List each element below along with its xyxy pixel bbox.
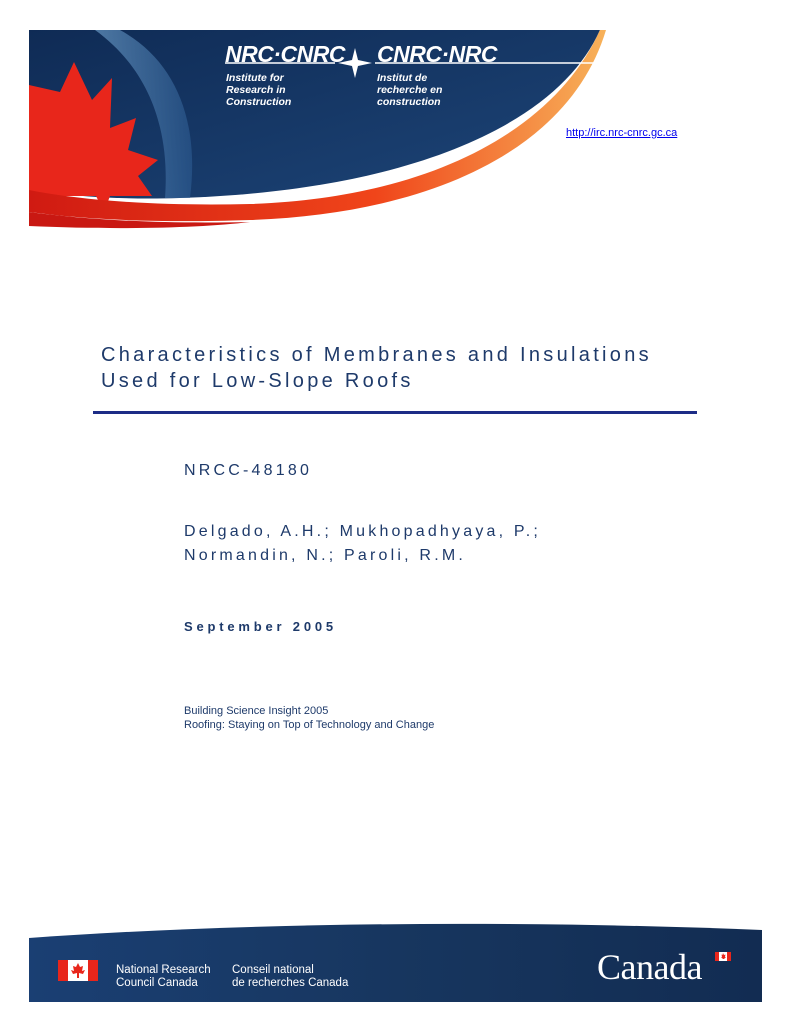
institute-en-line: Research in xyxy=(226,84,286,96)
title-divider xyxy=(93,411,697,414)
org-name-fr xyxy=(232,964,348,990)
institute-fr-line: construction xyxy=(377,96,441,108)
org-fr-line: Conseil national xyxy=(232,964,314,976)
publication-line-2: Roofing: Staying on Top of Technology and Change xyxy=(184,719,435,731)
org-name-en xyxy=(116,964,211,990)
institute-fr xyxy=(377,72,442,108)
title-line-2: Used for Low-Slope Roofs xyxy=(101,370,414,392)
document-title xyxy=(101,342,652,394)
canada-flag-icon xyxy=(58,960,98,981)
nrc-logo-en: NRC·CNRC xyxy=(225,41,345,67)
publication-date: September 2005 xyxy=(184,619,337,634)
authors xyxy=(184,520,541,568)
irc-url-link[interactable]: http://irc.nrc-cnrc.gc.ca xyxy=(566,127,678,139)
org-en-line: Council Canada xyxy=(116,977,198,989)
institute-fr-line: recherche en xyxy=(377,84,443,96)
report-number: NRCC-48180 xyxy=(184,462,313,479)
nrc-logo-fr: CNRC·NRC xyxy=(377,41,497,67)
institute-en-line: Institute for xyxy=(226,72,284,84)
publication-info xyxy=(184,704,434,732)
institute-en xyxy=(226,72,291,108)
authors-line-1: Delgado, A.H.; Mukhopadhyaya, P.; xyxy=(184,523,542,540)
institute-fr-line: Institut de xyxy=(377,72,428,84)
header-banner xyxy=(0,0,791,240)
org-fr-line: de recherches Canada xyxy=(232,977,349,989)
authors-line-2: Normandin, N.; Paroli, R.M. xyxy=(184,547,467,564)
org-en-line: National Research xyxy=(116,964,211,976)
publication-line-1: Building Science Insight 2005 xyxy=(184,705,329,717)
canada-wordmark: Canada xyxy=(597,947,702,987)
institute-en-line: Construction xyxy=(226,96,292,108)
title-line-1: Characteristics of Membranes and Insulations xyxy=(101,344,652,366)
wordmark-flag-icon xyxy=(715,952,731,961)
